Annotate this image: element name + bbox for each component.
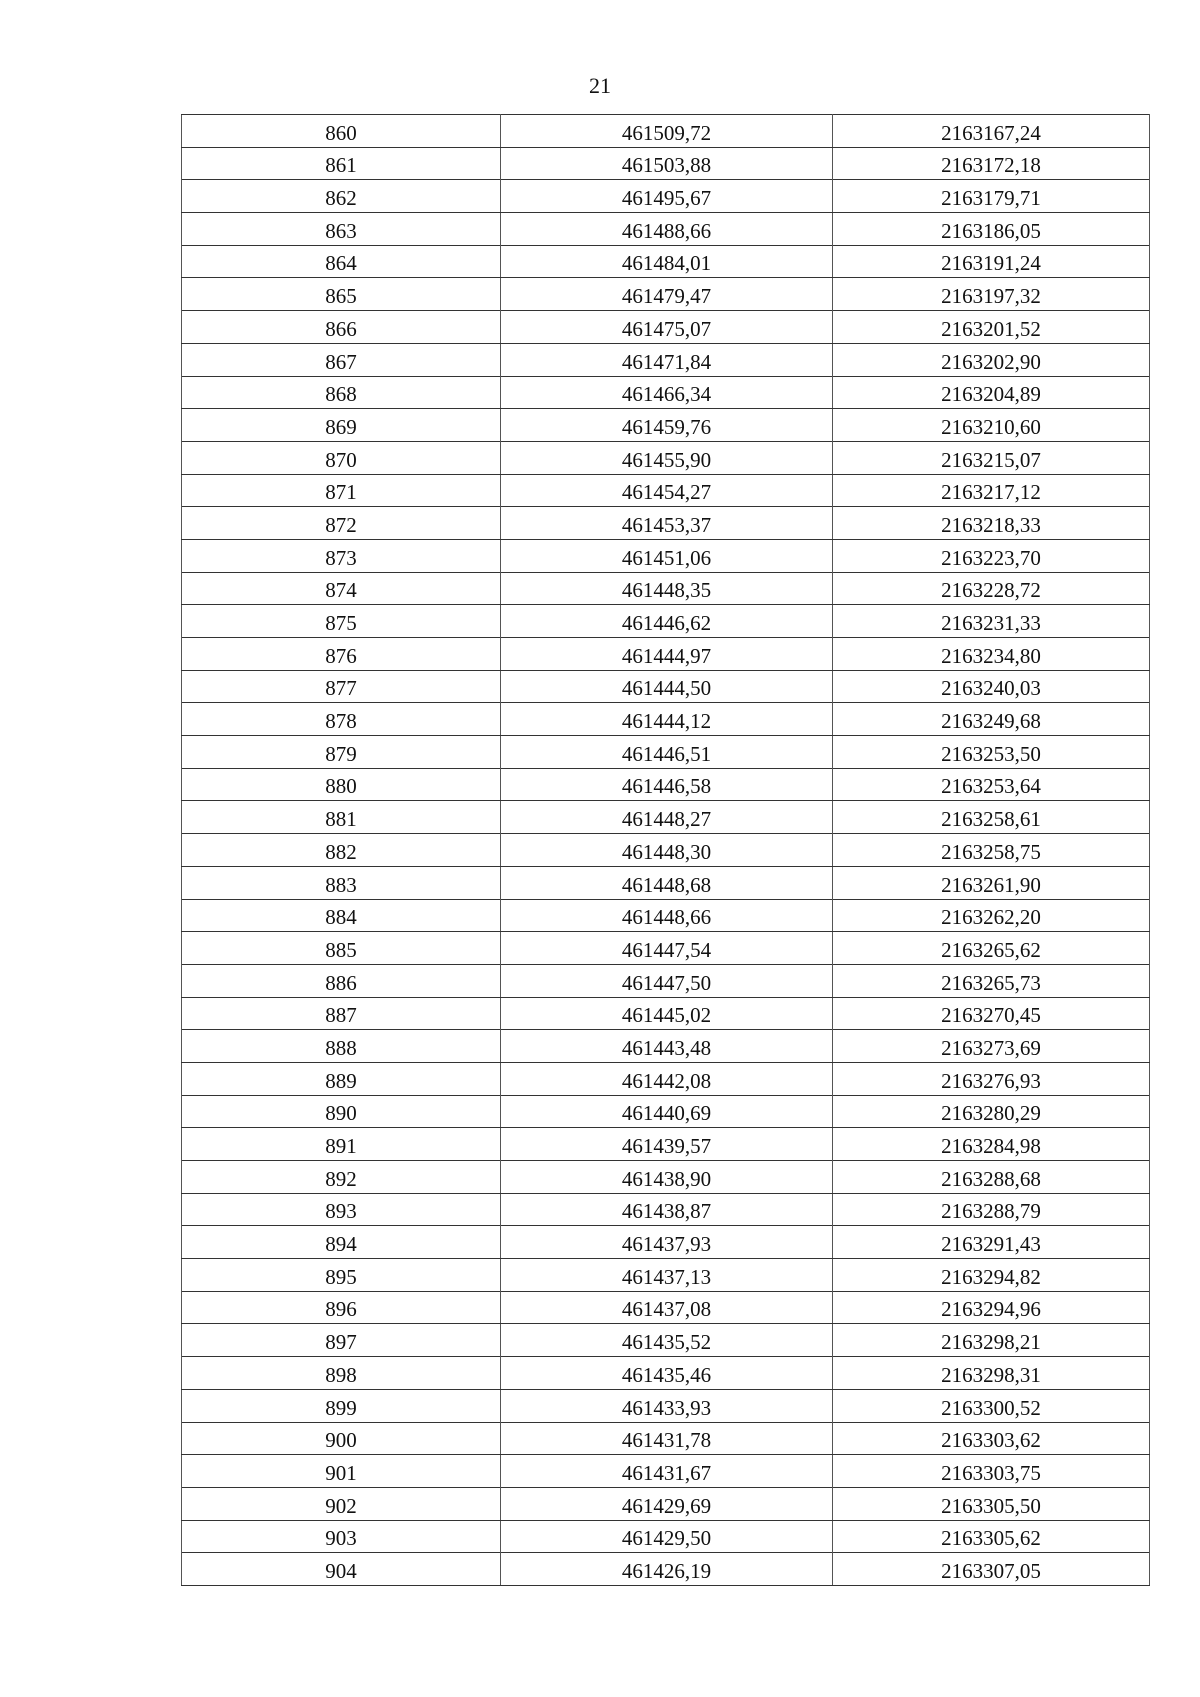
point-number-cell: 902: [182, 1487, 501, 1520]
x-coordinate-cell: 461444,12: [501, 703, 833, 736]
point-number-cell: 863: [182, 213, 501, 246]
point-number-cell: 876: [182, 638, 501, 671]
y-coordinate-cell: 2163294,96: [833, 1291, 1150, 1324]
y-coordinate-cell: 2163201,52: [833, 311, 1150, 344]
table-row: [182, 605, 1150, 638]
x-coordinate-cell: 461447,54: [501, 932, 833, 965]
x-coordinate-cell: 461509,72: [501, 115, 833, 148]
x-coordinate-cell: 461438,90: [501, 1161, 833, 1194]
x-coordinate-cell: 461438,87: [501, 1193, 833, 1226]
table-row: [182, 441, 1150, 474]
table-row: [182, 115, 1150, 148]
table-row: [182, 507, 1150, 540]
y-coordinate-cell: 2163167,24: [833, 115, 1150, 148]
x-coordinate-cell: 461443,48: [501, 1030, 833, 1063]
coordinates-table-body: [182, 115, 1150, 1586]
table-row: [182, 1455, 1150, 1488]
x-coordinate-cell: 461437,13: [501, 1259, 833, 1292]
y-coordinate-cell: 2163298,21: [833, 1324, 1150, 1357]
table-row: [182, 1422, 1150, 1455]
x-coordinate-cell: 461479,47: [501, 278, 833, 311]
y-coordinate-cell: 2163265,73: [833, 964, 1150, 997]
point-number-cell: 891: [182, 1128, 501, 1161]
x-coordinate-cell: 461429,50: [501, 1520, 833, 1553]
table-row: [182, 670, 1150, 703]
x-coordinate-cell: 461475,07: [501, 311, 833, 344]
table-row: [182, 474, 1150, 507]
y-coordinate-cell: 2163291,43: [833, 1226, 1150, 1259]
y-coordinate-cell: 2163298,31: [833, 1357, 1150, 1390]
y-coordinate-cell: 2163280,29: [833, 1095, 1150, 1128]
y-coordinate-cell: 2163284,98: [833, 1128, 1150, 1161]
y-coordinate-cell: 2163253,50: [833, 736, 1150, 769]
x-coordinate-cell: 461444,50: [501, 670, 833, 703]
page-number: 21: [589, 73, 611, 98]
x-coordinate-cell: 461448,27: [501, 801, 833, 834]
table-row: [182, 572, 1150, 605]
x-coordinate-cell: 461466,34: [501, 376, 833, 409]
y-coordinate-cell: 2163210,60: [833, 409, 1150, 442]
table-row: [182, 147, 1150, 180]
x-coordinate-cell: 461459,76: [501, 409, 833, 442]
y-coordinate-cell: 2163294,82: [833, 1259, 1150, 1292]
y-coordinate-cell: 2163191,24: [833, 245, 1150, 278]
table-row: [182, 213, 1150, 246]
y-coordinate-cell: 2163258,75: [833, 834, 1150, 867]
table-row: [182, 1291, 1150, 1324]
point-number-cell: 887: [182, 997, 501, 1030]
point-number-cell: 890: [182, 1095, 501, 1128]
table-row: [182, 1324, 1150, 1357]
y-coordinate-cell: 2163202,90: [833, 343, 1150, 376]
x-coordinate-cell: 461435,52: [501, 1324, 833, 1357]
table-row: [182, 245, 1150, 278]
point-number-cell: 886: [182, 964, 501, 997]
x-coordinate-cell: 461446,58: [501, 768, 833, 801]
y-coordinate-cell: 2163197,32: [833, 278, 1150, 311]
x-coordinate-cell: 461433,93: [501, 1389, 833, 1422]
x-coordinate-cell: 461431,78: [501, 1422, 833, 1455]
x-coordinate-cell: 461429,69: [501, 1487, 833, 1520]
point-number-cell: 901: [182, 1455, 501, 1488]
y-coordinate-cell: 2163240,03: [833, 670, 1150, 703]
table-row: [182, 1062, 1150, 1095]
y-coordinate-cell: 2163273,69: [833, 1030, 1150, 1063]
y-coordinate-cell: 2163231,33: [833, 605, 1150, 638]
table-row: [182, 768, 1150, 801]
y-coordinate-cell: 2163172,18: [833, 147, 1150, 180]
y-coordinate-cell: 2163303,75: [833, 1455, 1150, 1488]
point-number-cell: 880: [182, 768, 501, 801]
x-coordinate-cell: 461484,01: [501, 245, 833, 278]
x-coordinate-cell: 461426,19: [501, 1553, 833, 1586]
y-coordinate-cell: 2163228,72: [833, 572, 1150, 605]
y-coordinate-cell: 2163288,68: [833, 1161, 1150, 1194]
point-number-cell: 899: [182, 1389, 501, 1422]
table-row: [182, 1030, 1150, 1063]
y-coordinate-cell: 2163234,80: [833, 638, 1150, 671]
table-row: [182, 638, 1150, 671]
table-row: [182, 997, 1150, 1030]
y-coordinate-cell: 2163215,07: [833, 441, 1150, 474]
point-number-cell: 860: [182, 115, 501, 148]
table-row: [182, 1226, 1150, 1259]
x-coordinate-cell: 461448,66: [501, 899, 833, 932]
point-number-cell: 885: [182, 932, 501, 965]
y-coordinate-cell: 2163262,20: [833, 899, 1150, 932]
table-row: [182, 376, 1150, 409]
point-number-cell: 872: [182, 507, 501, 540]
point-number-cell: 893: [182, 1193, 501, 1226]
x-coordinate-cell: 461439,57: [501, 1128, 833, 1161]
table-row: [182, 1487, 1150, 1520]
y-coordinate-cell: 2163258,61: [833, 801, 1150, 834]
x-coordinate-cell: 461431,67: [501, 1455, 833, 1488]
point-number-cell: 874: [182, 572, 501, 605]
x-coordinate-cell: 461451,06: [501, 539, 833, 572]
table-row: [182, 736, 1150, 769]
table-row: [182, 1520, 1150, 1553]
y-coordinate-cell: 2163218,33: [833, 507, 1150, 540]
point-number-cell: 884: [182, 899, 501, 932]
y-coordinate-cell: 2163300,52: [833, 1389, 1150, 1422]
x-coordinate-cell: 461495,67: [501, 180, 833, 213]
point-number-cell: 867: [182, 343, 501, 376]
table-row: [182, 1389, 1150, 1422]
y-coordinate-cell: 2163249,68: [833, 703, 1150, 736]
y-coordinate-cell: 2163261,90: [833, 866, 1150, 899]
table-row: [182, 801, 1150, 834]
coordinates-table: [181, 114, 1150, 1586]
x-coordinate-cell: 461435,46: [501, 1357, 833, 1390]
y-coordinate-cell: 2163270,45: [833, 997, 1150, 1030]
x-coordinate-cell: 461447,50: [501, 964, 833, 997]
table-row: [182, 409, 1150, 442]
x-coordinate-cell: 461442,08: [501, 1062, 833, 1095]
point-number-cell: 869: [182, 409, 501, 442]
y-coordinate-cell: 2163288,79: [833, 1193, 1150, 1226]
table-row: [182, 866, 1150, 899]
x-coordinate-cell: 461448,68: [501, 866, 833, 899]
point-number-cell: 903: [182, 1520, 501, 1553]
y-coordinate-cell: 2163303,62: [833, 1422, 1150, 1455]
x-coordinate-cell: 461444,97: [501, 638, 833, 671]
y-coordinate-cell: 2163307,05: [833, 1553, 1150, 1586]
point-number-cell: 877: [182, 670, 501, 703]
table-row: [182, 932, 1150, 965]
point-number-cell: 898: [182, 1357, 501, 1390]
y-coordinate-cell: 2163204,89: [833, 376, 1150, 409]
point-number-cell: 878: [182, 703, 501, 736]
table-row: [182, 1128, 1150, 1161]
point-number-cell: 881: [182, 801, 501, 834]
y-coordinate-cell: 2163223,70: [833, 539, 1150, 572]
y-coordinate-cell: 2163305,50: [833, 1487, 1150, 1520]
point-number-cell: 897: [182, 1324, 501, 1357]
table-row: [182, 343, 1150, 376]
table-row: [182, 1259, 1150, 1292]
point-number-cell: 864: [182, 245, 501, 278]
x-coordinate-cell: 461437,93: [501, 1226, 833, 1259]
y-coordinate-cell: 2163253,64: [833, 768, 1150, 801]
table-row: [182, 703, 1150, 736]
x-coordinate-cell: 461445,02: [501, 997, 833, 1030]
x-coordinate-cell: 461448,35: [501, 572, 833, 605]
x-coordinate-cell: 461471,84: [501, 343, 833, 376]
table-row: [182, 834, 1150, 867]
point-number-cell: 873: [182, 539, 501, 572]
y-coordinate-cell: 2163305,62: [833, 1520, 1150, 1553]
point-number-cell: 895: [182, 1259, 501, 1292]
point-number-cell: 868: [182, 376, 501, 409]
point-number-cell: 871: [182, 474, 501, 507]
point-number-cell: 889: [182, 1062, 501, 1095]
table-row: [182, 1357, 1150, 1390]
x-coordinate-cell: 461455,90: [501, 441, 833, 474]
y-coordinate-cell: 2163265,62: [833, 932, 1150, 965]
table-row: [182, 1553, 1150, 1586]
x-coordinate-cell: 461488,66: [501, 213, 833, 246]
point-number-cell: 892: [182, 1161, 501, 1194]
table-row: [182, 1095, 1150, 1128]
y-coordinate-cell: 2163179,71: [833, 180, 1150, 213]
x-coordinate-cell: 461454,27: [501, 474, 833, 507]
point-number-cell: 883: [182, 866, 501, 899]
table-row: [182, 1193, 1150, 1226]
y-coordinate-cell: 2163276,93: [833, 1062, 1150, 1095]
table-row: [182, 278, 1150, 311]
table-row: [182, 311, 1150, 344]
point-number-cell: 870: [182, 441, 501, 474]
point-number-cell: 861: [182, 147, 501, 180]
table-row: [182, 899, 1150, 932]
point-number-cell: 882: [182, 834, 501, 867]
point-number-cell: 866: [182, 311, 501, 344]
point-number-cell: 900: [182, 1422, 501, 1455]
x-coordinate-cell: 461453,37: [501, 507, 833, 540]
point-number-cell: 904: [182, 1553, 501, 1586]
point-number-cell: 896: [182, 1291, 501, 1324]
table-row: [182, 180, 1150, 213]
table-row: [182, 539, 1150, 572]
x-coordinate-cell: 461446,62: [501, 605, 833, 638]
x-coordinate-cell: 461440,69: [501, 1095, 833, 1128]
table-row: [182, 964, 1150, 997]
y-coordinate-cell: 2163217,12: [833, 474, 1150, 507]
point-number-cell: 862: [182, 180, 501, 213]
x-coordinate-cell: 461446,51: [501, 736, 833, 769]
point-number-cell: 879: [182, 736, 501, 769]
point-number-cell: 875: [182, 605, 501, 638]
x-coordinate-cell: 461503,88: [501, 147, 833, 180]
x-coordinate-cell: 461448,30: [501, 834, 833, 867]
y-coordinate-cell: 2163186,05: [833, 213, 1150, 246]
point-number-cell: 865: [182, 278, 501, 311]
point-number-cell: 888: [182, 1030, 501, 1063]
x-coordinate-cell: 461437,08: [501, 1291, 833, 1324]
table-row: [182, 1161, 1150, 1194]
point-number-cell: 894: [182, 1226, 501, 1259]
